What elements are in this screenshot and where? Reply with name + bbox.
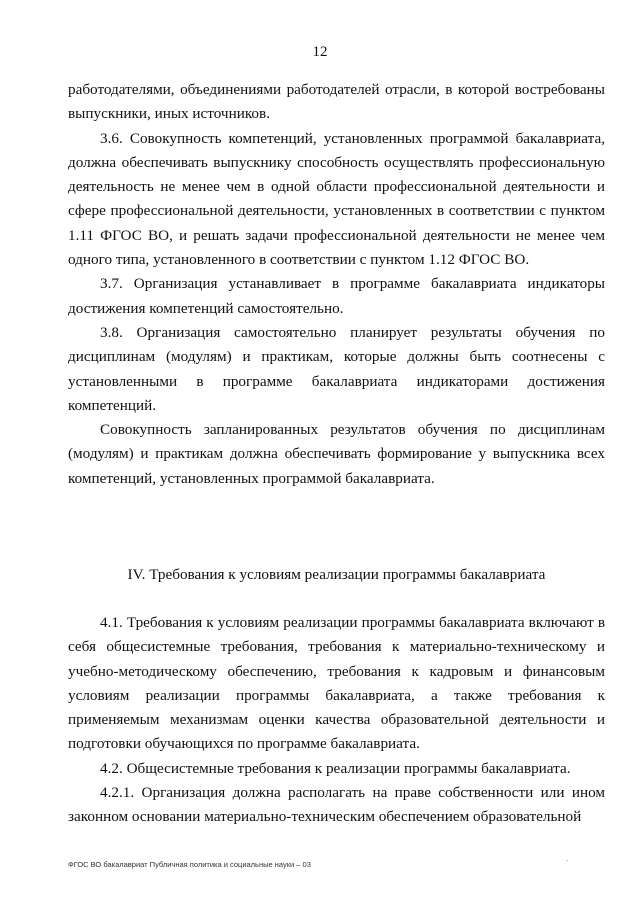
section-heading: IV. Требования к условиям реализации программы бакалавриата	[127, 566, 546, 583]
paragraph-4-2-1: 4.2.1. Организация должна располагать на праве собственности или ином законном основании материально-техническим обеспечением образовательной	[68, 784, 605, 826]
body-text-bottom	[68, 611, 605, 830]
paragraph-3-6: 3.6. Совокупность компетенций, установленных программой бакалавриата, должна обеспечивать выпускнику способность осуществлять профессиональную деятельность не менее чем в одной области профессиональной деятельности и сфере профессиональной деятельности, установленных в соответствии с пунктом 1.11 ФГОС ВО, и решать задачи профессиональной деятельности не менее чем одного типа, установленного в соответствии с пунктом 1.12 ФГОС ВО.	[68, 129, 605, 269]
body-text-top	[68, 78, 605, 491]
paragraph: Совокупность запланированных результатов обучения по дисциплинам (модулям) и практикам должна обеспечивать формирование у выпускника всех компетенций, установленных программой бакалавриата.	[68, 421, 605, 487]
paragraph-4-1: 4.1. Требования к условиям реализации программы бакалавриата включают в себя общесистемные требования, требования к материально-техническому и учебно-методическому обеспечению, требования к кадровым и финансовым условиям реализации программы бакалавриата, а также требования к применяемым механизмам оценки качества образовательной деятельности и подготовки обучающихся по программе бакалавриата.	[68, 614, 605, 753]
page-number: 12	[312, 44, 328, 60]
footer-mark: -	[566, 858, 569, 865]
paragraph: работодателями, объединениями работодателей отрасли, в которой востребованы выпускники, иных источников.	[68, 81, 605, 123]
paragraph-3-7: 3.7. Организация устанавливает в программе бакалавриата индикаторы достижения компетенций самостоятельно.	[68, 275, 605, 317]
footer-text: ФГОС ВО бакалавриат Публичная политика и социальные науки – 03	[68, 860, 311, 869]
paragraph-3-8: 3.8. Организация самостоятельно планирует результаты обучения по дисциплинам (модулям) и практикам, которые должны быть соотнесены с установленными в программе бакалавриата индикаторами достижения компетенций.	[68, 323, 605, 414]
paragraph-4-2: 4.2. Общесистемные требования к реализации программы бакалавриата.	[100, 759, 571, 777]
